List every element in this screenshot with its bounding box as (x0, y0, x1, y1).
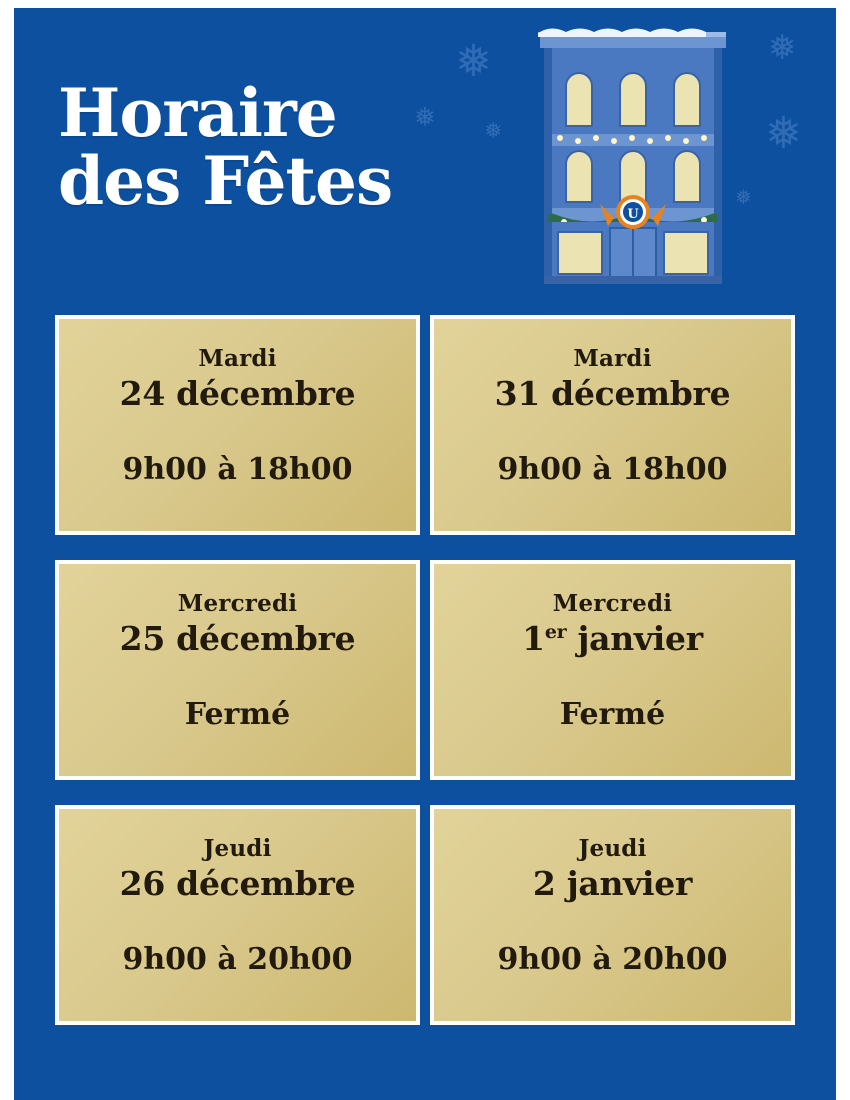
schedule-date: 25 décembre (119, 619, 356, 658)
snowflake-icon: ❅ (735, 187, 752, 209)
schedule-hours: 9h00 à 18h00 (497, 452, 728, 487)
page-title (58, 74, 488, 220)
schedule-date: 31 décembre (494, 374, 731, 413)
snowflake-icon: ❅ (765, 109, 802, 158)
snowflake-icon: ❅ (484, 118, 503, 143)
snowflake-icon: ❅ (414, 103, 436, 132)
schedule-card (430, 805, 795, 1025)
schedule-date-ordinal: er (544, 621, 567, 643)
svg-text:U: U (627, 207, 639, 222)
schedule-hours: 9h00 à 18h00 (122, 452, 353, 487)
schedule-grid (55, 315, 795, 1025)
schedule-day: Mercredi (552, 590, 673, 617)
schedule-day: Jeudi (578, 835, 647, 862)
schedule-date-number: 1 (522, 619, 545, 658)
schedule-date-month: janvier (566, 619, 703, 658)
schedule-hours: 9h00 à 20h00 (122, 942, 353, 977)
schedule-card (55, 805, 420, 1025)
schedule-date (444, 619, 781, 658)
schedule-day: Jeudi (203, 835, 272, 862)
schedule-day: Mercredi (177, 590, 298, 617)
schedule-hours: 9h00 à 20h00 (497, 942, 728, 977)
storefront-building-icon (538, 22, 728, 292)
title-line-1: Horaire (58, 74, 337, 153)
schedule-card (430, 560, 795, 780)
poster-header (0, 0, 850, 300)
schedule-day: Mardi (573, 345, 652, 372)
schedule-status: Fermé (184, 697, 291, 732)
snowflake-icon: ❅ (768, 30, 797, 67)
schedule-card (55, 560, 420, 780)
snowflake-icon: ❅ (455, 37, 492, 86)
schedule-status: Fermé (559, 697, 666, 732)
schedule-day: Mardi (198, 345, 277, 372)
title-line-2: des Fêtes (58, 141, 393, 220)
schedule-date: 2 janvier (532, 864, 693, 903)
schedule-card (55, 315, 420, 535)
schedule-card (430, 315, 795, 535)
schedule-date: 26 décembre (119, 864, 356, 903)
schedule-date: 24 décembre (119, 374, 356, 413)
